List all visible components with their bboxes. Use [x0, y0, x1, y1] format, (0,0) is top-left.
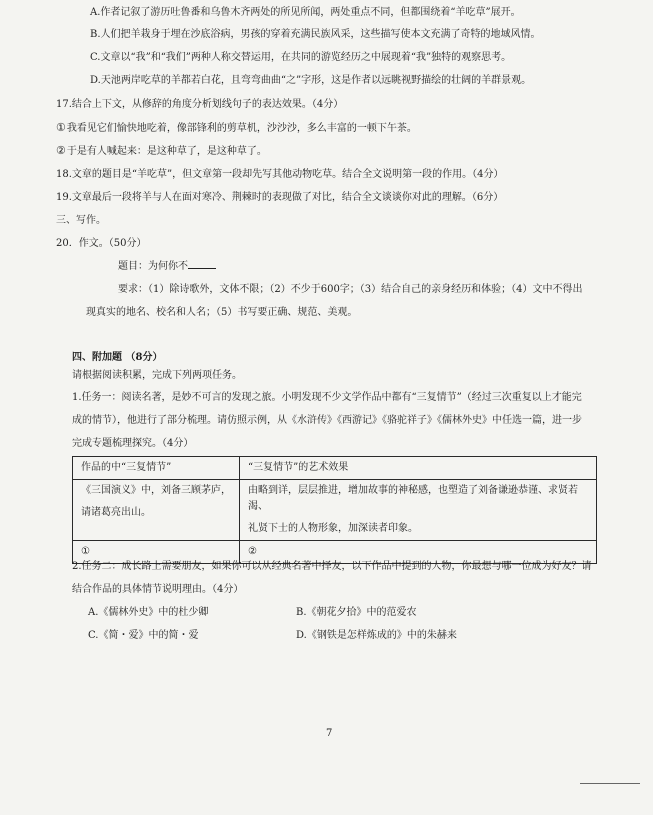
margin-scratch-line — [580, 783, 640, 784]
task2-line-2: 结合作品的具体情节说明理由。（4分） — [72, 584, 244, 595]
task2-line-1: 2.任务二：成长路上需要朋友，如果你可以从经典名著中择友，以下作品中提到的人物，你最想与哪一位成为好友？请 — [72, 561, 592, 572]
q20-stem: 20．作文。（50分） — [56, 238, 147, 249]
example-plot-cell — [73, 480, 240, 541]
circled-number-1: ① — [56, 121, 66, 134]
q19-stem: 19.文章最后一段将羊与人在面对寒冷、荆棘时的表现做了对比，结合全文谈谈你对此的理解。（6分） — [56, 192, 504, 203]
section-4-intro: 请根据阅读积累，完成下列两项任务。 — [72, 370, 242, 381]
q16-option-a: A.作者记叙了游历吐鲁番和乌鲁木齐两处的所见所闻，两处重点不同，但都围绕着“羊吃草”展开。 — [90, 7, 521, 18]
q17-item-2 — [56, 144, 267, 159]
q18-stem: 18.文章的题目是“羊吃草”，但文章第一段却先写其他动物吃草。结合全文说明第一段的作用。（4分） — [56, 169, 504, 180]
circled-number-2: ② — [56, 144, 66, 157]
example-plot-line-2: 请诸葛亮出山。 — [81, 507, 151, 518]
task2-option-b: B.《朝花夕拾》中的范爱农 — [296, 607, 417, 618]
q20-title-text: 题目：为何你不 — [118, 261, 188, 272]
answer-blank-1: ① — [73, 541, 240, 564]
table-header-cell: “三复情节”的艺术效果 — [240, 457, 597, 480]
q17-item-1 — [56, 121, 417, 136]
table-header-cell: 作品的中“三复情节” — [73, 457, 240, 480]
example-plot-line-1: 《三国演义》中，刘备三顾茅庐， — [81, 485, 231, 496]
q17-stem: 17.结合上下文，从修辞的角度分析划线句子的表达效果。（4分） — [56, 99, 344, 110]
answer-blank-2: ② — [240, 541, 597, 564]
q16-option-b: B.人们把羊栽身于埋在沙底浴病，男孩的穿着充满民族风采，这些描写使本文充满了奇特的地域风情。 — [90, 29, 541, 40]
task2-option-d: D.《钢铁是怎样炼成的》中的朱赫来 — [296, 630, 457, 641]
page-number: 7 — [326, 728, 333, 739]
three-repetition-table — [72, 456, 597, 564]
q16-option-c: C.文章以“我”和“我们”两种人称交替运用，在共同的游览经历之中展现着“我”独特的观察思考。 — [90, 52, 512, 63]
task1-line-2: 成的情节），他进行了部分梳理。请仿照示例，从《水浒传》《西游记》《骆驼祥子》《儒林外史》中任选一篇，进一步 — [72, 415, 582, 426]
example-effect-line-2: 礼贤下士的人物形象，加深读者印象。 — [248, 523, 418, 534]
task1-line-1: 1.任务一：阅读名著，是妙不可言的发现之旅。小明发现不少文学作品中都有“三复情节”（经过三次重复以上才能完 — [72, 392, 582, 403]
example-effect-cell — [240, 480, 597, 541]
q20-title — [118, 259, 216, 274]
q17-item-1-text: 我看见它们愉快地吃着，像部锋利的剪草机，沙沙沙，多么丰富的一顿下午茶。 — [66, 123, 417, 134]
q16-option-d: D.天池两岸吃草的羊都若白花，且弯弯曲曲“之”字形，这是作者以远眺视野描绘的壮阔的羊群景观。 — [90, 75, 532, 86]
q20-requirements-1: 要求：（1）除诗歌外，文体不限；（2）不少于600字；（3）结合自己的亲身经历和体验；（4）文中不得出 — [118, 284, 583, 295]
table-row-example — [73, 480, 597, 541]
title-blank-line — [188, 259, 216, 269]
table-header-row — [73, 457, 597, 480]
example-effect-line-1: 由略到详，层层推进，增加故事的神秘感，也塑造了刘备谦逊恭谨、求贤若渴、 — [248, 485, 578, 512]
q20-requirements-2: 现真实的地名、校名和人名；（5）书写要正确、规范、美观。 — [86, 307, 358, 318]
task2-option-a: A.《儒林外史》中的杜少卿 — [88, 607, 209, 618]
section-4-heading: 四、附加题 （8分） — [72, 352, 163, 363]
task1-line-3: 完成专题梳理探究。（4分） — [72, 438, 194, 449]
q17-item-2-text: 于是有人喊起来：是这种草了，是这种草了。 — [66, 146, 267, 157]
task2-option-c: C.《简・爱》中的简・爱 — [88, 630, 199, 641]
section-3-heading: 三、写作。 — [56, 215, 106, 226]
